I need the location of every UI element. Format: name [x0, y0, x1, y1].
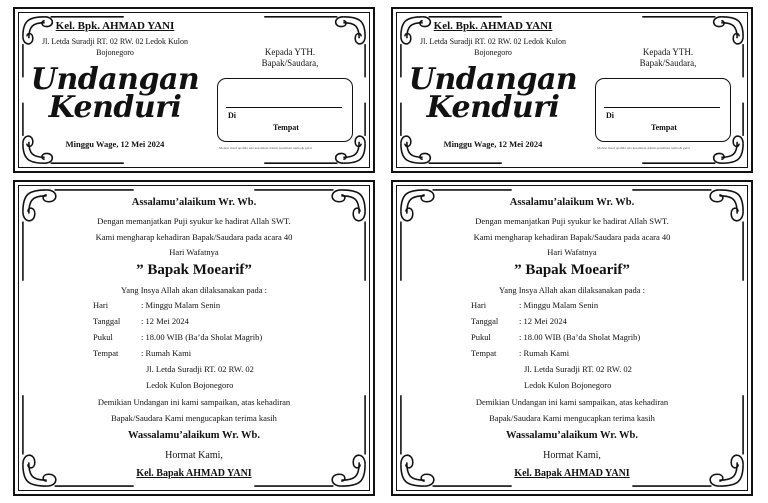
- address-tempat-label: Tempat: [651, 123, 677, 132]
- invitation-text-line1: Dengan memanjatkan Puji syukur ke hadirat Allah SWT.: [475, 216, 669, 226]
- name-apology-note: Mohon maaf apabila ada kesalahan dalam penulisan nama & gelar: [219, 146, 313, 150]
- detail-label-tanggal: Tanggal: [93, 316, 121, 326]
- address-di-label: Di: [606, 111, 614, 120]
- detail-label-tempat: Tempat: [471, 348, 497, 358]
- closing-text-line1: Demikian Undangan ini kami sampaikan, atas kehadiran: [475, 397, 669, 407]
- event-date: Minggu Wage, 12 Mei 2024: [65, 139, 165, 149]
- signature-name: Kel. Bapak AHMAD YANI: [514, 468, 630, 479]
- recipient-address-box: [595, 78, 731, 142]
- detail-label-tanggal: Tanggal: [471, 316, 499, 326]
- venue-address-line1: Jl. Letda Suradji RT. 02 RW. 02: [146, 364, 254, 374]
- address-tempat-label: Tempat: [273, 123, 299, 132]
- title-line2: Kenduri: [48, 90, 182, 125]
- invitation-cover-left: [13, 7, 375, 173]
- schedule-intro: Yang Insya Allah akan dilaksanakan pada :: [121, 285, 267, 295]
- detail-value-hari: : Minggu Malam Senin: [519, 300, 599, 310]
- title-line2: Kenduri: [426, 90, 560, 125]
- host-name: Kel. Bpk. AHMAD YANI: [433, 20, 553, 32]
- opening-greeting: Assalamu’alaikum Wr. Wb.: [131, 197, 257, 208]
- detail-label-pukul: Pukul: [471, 332, 491, 342]
- opening-greeting: Assalamu’alaikum Wr. Wb.: [509, 197, 635, 208]
- invitation-text-line2: Kami mengharap kehadiran Bapak/Saudara pada acara 40: [473, 232, 671, 242]
- title-line1: Undangan: [408, 62, 578, 97]
- address-di-label: Di: [228, 111, 236, 120]
- recipient-address-box: [217, 78, 353, 142]
- recipient-title: Bapak/Saudara,: [639, 58, 697, 68]
- regards-text: Hormat Kami,: [543, 450, 601, 461]
- detail-value-pukul: : 18.00 WIB (Ba’da Sholat Magrib): [141, 332, 263, 342]
- venue-address-line1: Jl. Letda Suradji RT. 02 RW. 02: [524, 364, 632, 374]
- host-address-line1: Jl. Letda Suradji RT. 02 RW. 02 Ledok Kulon: [42, 37, 188, 46]
- signature-name: Kel. Bapak AHMAD YANI: [136, 468, 252, 479]
- detail-value-tanggal: : 12 Mei 2024: [519, 316, 567, 326]
- event-date: Minggu Wage, 12 Mei 2024: [443, 139, 543, 149]
- venue-address-line2: Ledok Kulon Bojonegoro: [524, 380, 612, 390]
- invitation-text-line1: Dengan memanjatkan Puji syukur ke hadirat Allah SWT.: [97, 216, 291, 226]
- detail-label-hari: Hari: [471, 300, 487, 310]
- invitation-text-line3: Hari Wafatnya: [169, 247, 219, 257]
- invitation-inner-left: [13, 180, 375, 496]
- host-address-line2: Bojonegoro: [474, 48, 512, 57]
- closing-greeting: Wassalamu’alaikum Wr. Wb.: [505, 430, 639, 441]
- schedule-intro: Yang Insya Allah akan dilaksanakan pada :: [499, 285, 645, 295]
- recipient-title: Bapak/Saudara,: [261, 58, 319, 68]
- invitation-text-line2: Kami mengharap kehadiran Bapak/Saudara pada acara 40: [95, 232, 293, 242]
- host-address-line2: Bojonegoro: [96, 48, 134, 57]
- recipient-heading: Kepada YTH.: [642, 47, 694, 57]
- host-name: Kel. Bpk. AHMAD YANI: [55, 20, 175, 32]
- closing-text-line2: Bapak/Saudara Kami mengucapkan terima kasih: [111, 413, 277, 423]
- detail-label-pukul: Pukul: [93, 332, 113, 342]
- host-address-line1: Jl. Letda Suradji RT. 02 RW. 02 Ledok Kulon: [420, 37, 566, 46]
- invitation-cover-right: [391, 7, 753, 173]
- title-line1: Undangan: [30, 62, 200, 97]
- detail-label-hari: Hari: [93, 300, 109, 310]
- closing-greeting: Wassalamu’alaikum Wr. Wb.: [127, 430, 261, 441]
- name-apology-note: Mohon maaf apabila ada kesalahan dalam penulisan nama & gelar: [597, 146, 691, 150]
- detail-value-tempat: : Rumah Kami: [519, 348, 570, 358]
- closing-text-line1: Demikian Undangan ini kami sampaikan, atas kehadiran: [97, 397, 291, 407]
- recipient-name-line: [226, 107, 342, 108]
- detail-value-tempat: : Rumah Kami: [141, 348, 192, 358]
- deceased-name: ” Bapak Moearif”: [514, 262, 630, 278]
- invitation-text-line3: Hari Wafatnya: [547, 247, 597, 257]
- regards-text: Hormat Kami,: [165, 450, 223, 461]
- recipient-heading: Kepada YTH.: [264, 47, 316, 57]
- detail-label-tempat: Tempat: [93, 348, 119, 358]
- detail-value-hari: : Minggu Malam Senin: [141, 300, 221, 310]
- deceased-name: ” Bapak Moearif”: [136, 262, 252, 278]
- closing-text-line2: Bapak/Saudara Kami mengucapkan terima kasih: [489, 413, 655, 423]
- invitation-inner-right: [391, 180, 753, 496]
- detail-value-pukul: : 18.00 WIB (Ba’da Sholat Magrib): [519, 332, 641, 342]
- venue-address-line2: Ledok Kulon Bojonegoro: [146, 380, 234, 390]
- detail-value-tanggal: : 12 Mei 2024: [141, 316, 189, 326]
- recipient-name-line: [604, 107, 720, 108]
